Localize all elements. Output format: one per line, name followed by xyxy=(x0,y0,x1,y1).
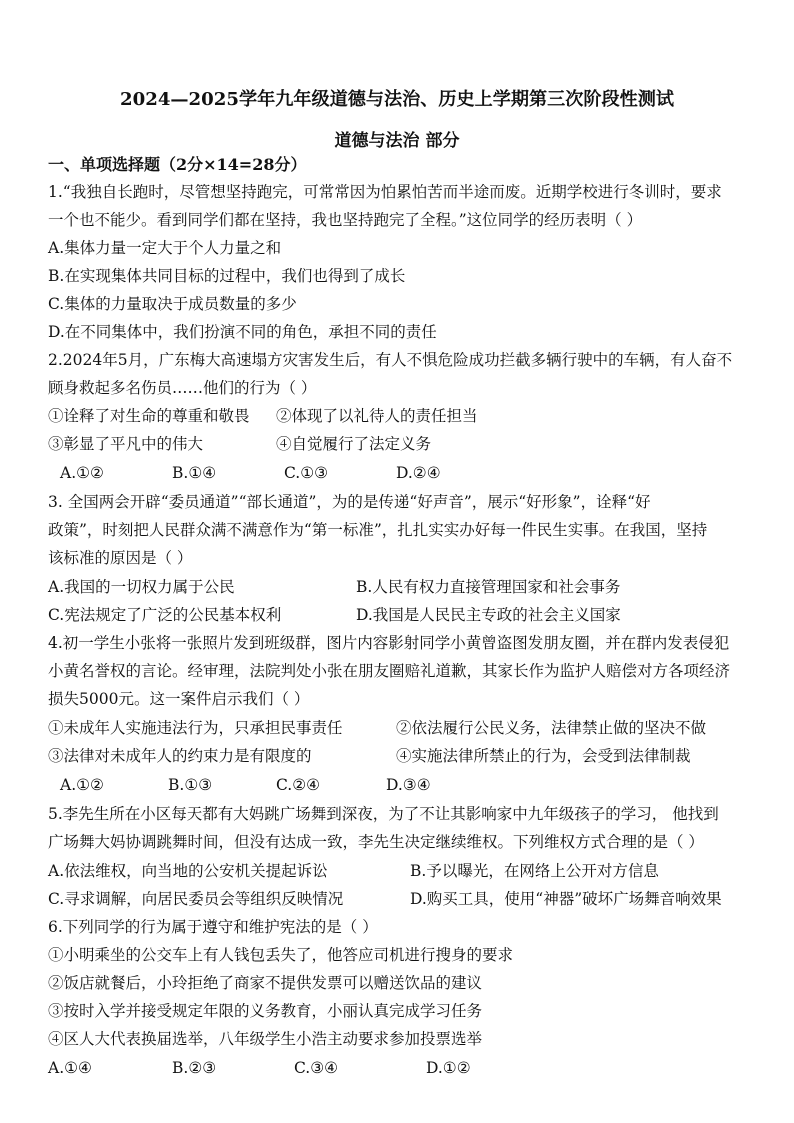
q3-option-b: B.人民有权力直接管理国家和社会事务 xyxy=(356,578,621,596)
q2-statement-1: ①诠释了对生命的尊重和敬畏 xyxy=(48,407,250,425)
q4-option-d: D.③④ xyxy=(386,776,431,794)
q1-option-d: D.在不同集体中，我们扮演不同的角色，承担不同的责任 xyxy=(48,323,437,341)
q6-option-a: A.①④ xyxy=(48,1059,92,1077)
q5-option-d: D.购买工具，使用“神器”破坏广场舞音响效果 xyxy=(410,890,722,908)
q3-stem-line1: 3. 全国两会开辟“委员通道”“部长通道”，为的是传递“好声音”，展示“好形象”，诠释“好 xyxy=(48,493,651,511)
q4-stem-line1: 4.初一学生小张将一张照片发到班级群，图片内容影射同学小黄曾盗图发朋友圈，并在群内发表侵犯 xyxy=(48,634,730,652)
q3-option-a: A.我国的一切权力属于公民 xyxy=(48,578,235,596)
q2-option-c: C.①③ xyxy=(284,464,329,482)
q3-option-c: C.宪法规定了广泛的公民基本权利 xyxy=(48,606,282,624)
q2-statement-3: ③彰显了平凡中的伟大 xyxy=(48,435,204,453)
q3-stem-line2: 政策”，时刻把人民群众满不满意作为“第一标准”，扎扎实实办好每一件民生实事。在我国，坚持 xyxy=(48,521,708,539)
q4-stem-line3: 损失5000元。这一案件启示我们（ ） xyxy=(48,690,310,708)
q5-option-b: B.予以曝光，在网络上公开对方信息 xyxy=(410,862,659,880)
q6-option-b: B.②③ xyxy=(172,1059,217,1077)
q6-statement-1: ①小明乘坐的公交车上有人钱包丢失了，他答应司机进行搜身的要求 xyxy=(48,946,514,964)
q2-option-d: D.②④ xyxy=(396,464,441,482)
q1-option-c: C.集体的力量取决于成员数量的多少 xyxy=(48,295,297,313)
q4-option-b: B.①③ xyxy=(168,776,213,794)
q4-statement-3: ③法律对未成年人的约束力是有限度的 xyxy=(48,747,312,765)
q1-option-a: A.集体力量一定大于个人力量之和 xyxy=(48,239,282,257)
q6-statement-2: ②饭店就餐后，小玲拒绝了商家不提供发票可以赠送饮品的建议 xyxy=(48,974,483,992)
q3-option-d: D.我国是人民民主专政的社会主义国家 xyxy=(356,606,621,624)
q2-option-a: A.①② xyxy=(60,464,104,482)
q4-option-a: A.①② xyxy=(60,776,104,794)
q4-statement-1: ①未成年人实施违法行为，只承担民事责任 xyxy=(48,719,343,737)
q6-statement-3: ③按时入学并接受规定年限的义务教育，小丽认真完成学习任务 xyxy=(48,1002,483,1020)
q6-option-c: C.③④ xyxy=(294,1059,339,1077)
q5-stem-line1: 5.李先生所在小区每天都有大妈跳广场舞到深夜，为了不让其影响家中九年级孩子的学习， 他找到 xyxy=(48,805,719,823)
q1-stem-line2: 一个也不能少。看到同学们都在坚持，我也坚持跑完了全程。”这位同学的经历表明（ ） xyxy=(48,211,643,229)
q5-option-c: C.寻求调解，向居民委员会等组织反映情况 xyxy=(48,890,344,908)
q4-option-c: C.②④ xyxy=(276,776,321,794)
q4-statement-2: ②依法履行公民义务，法律禁止做的坚决不做 xyxy=(396,719,707,737)
q1-stem-line1: 1.“我独自长跑时，尽管想坚持跑完，可常常因为怕累怕苦而半途而废。近期学校进行冬训时，要求 xyxy=(48,183,722,201)
q2-stem-line1: 2.2024年5月，广东梅大高速塌方灾害发生后，有人不惧危险成功拦截多辆行驶中的车辆，有人奋不 xyxy=(48,351,733,369)
q2-statement-2: ②体现了以礼待人的责任担当 xyxy=(276,407,478,425)
q2-stem-line2: 顾身救起多名伤员……他们的行为（ ） xyxy=(48,379,317,397)
q1-option-b: B.在实现集体共同目标的过程中，我们也得到了成长 xyxy=(48,267,406,285)
q2-option-b: B.①④ xyxy=(172,464,217,482)
q6-option-d: D.①② xyxy=(426,1059,471,1077)
q2-statement-4: ④自觉履行了法定义务 xyxy=(276,435,432,453)
q4-statement-4: ④实施法律所禁止的行为，会受到法律制裁 xyxy=(396,747,691,765)
q3-stem-line3: 该标准的原因是（ ） xyxy=(48,549,193,567)
exam-subtitle: 道德与法治 部分 xyxy=(334,131,460,151)
q5-option-a: A.依法维权，向当地的公安机关提起诉讼 xyxy=(48,862,328,880)
q6-statement-4: ④区人大代表换届选举，八年级学生小浩主动要求参加投票选举 xyxy=(48,1030,483,1048)
q4-stem-line2: 小黄名誉权的言论。经审理，法院判处小张在朋友圈赔礼道歉，其家长作为监护人赔偿对方各项经济 xyxy=(48,662,731,680)
section-heading: 一、单项选择题（2分×14=28分） xyxy=(48,155,307,174)
q5-stem-line2: 广场舞大妈协调跳舞时间，但没有达成一致，李先生决定继续维权。下列维权方式合理的是（ ） xyxy=(48,833,704,851)
q6-stem-line1: 6.下列同学的行为属于遵守和维护宪法的是（ ） xyxy=(48,918,378,936)
exam-title: 2024—2025学年九年级道德与法治、历史上学期第三次阶段性测试 xyxy=(119,89,675,110)
